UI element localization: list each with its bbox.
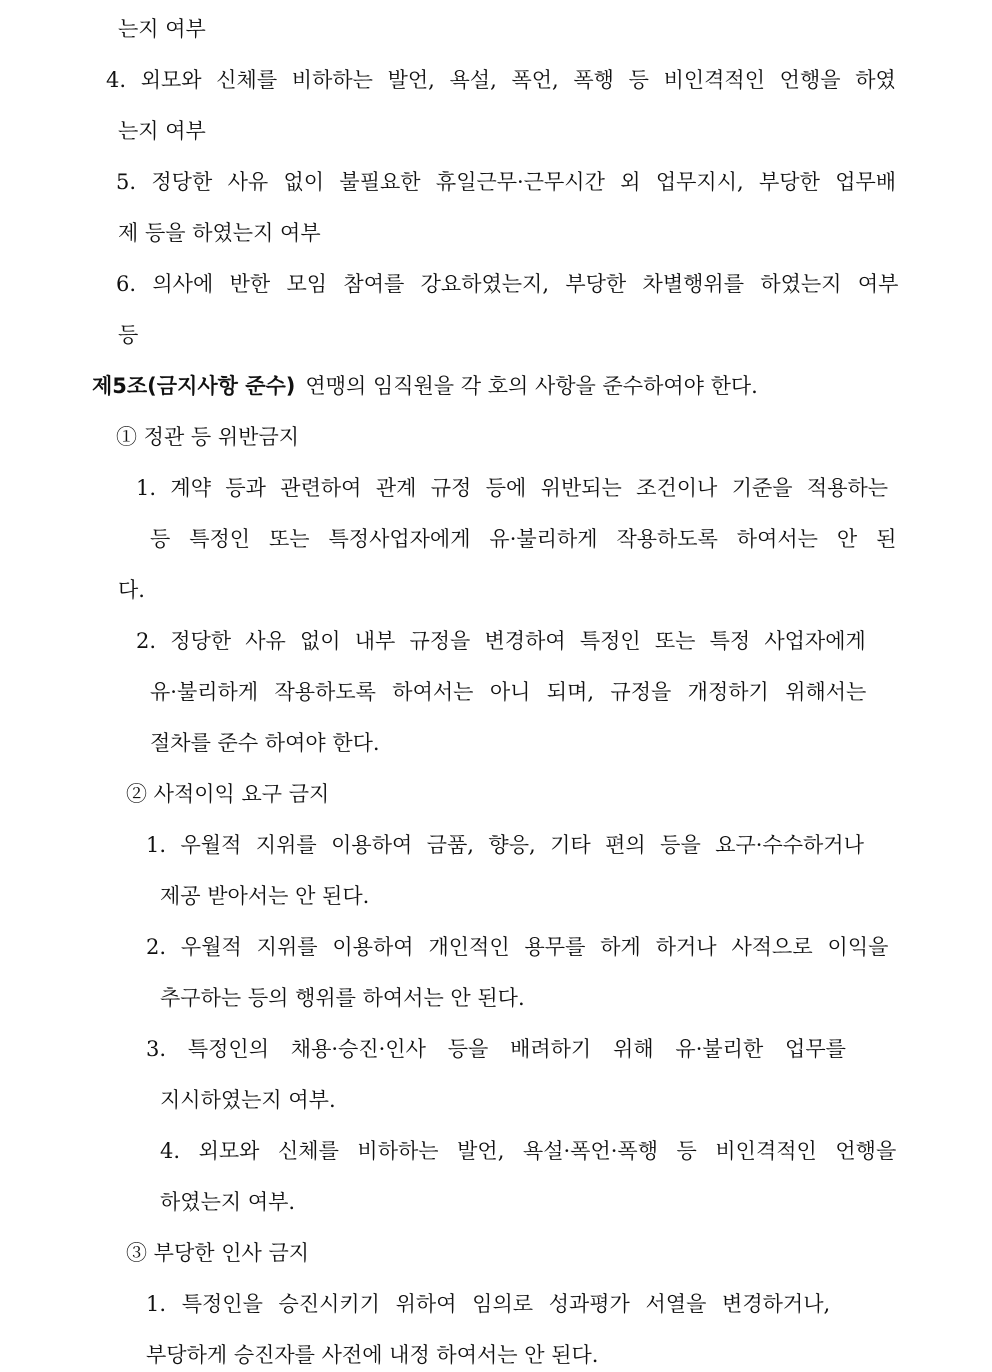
text-line: 하였는지 여부. bbox=[160, 1190, 296, 1214]
text-line: 제공 받아서는 안 된다. bbox=[160, 884, 370, 908]
text-line: 는지 여부 bbox=[118, 17, 206, 41]
section-heading-2: ② 사적이익 요구 금지 bbox=[126, 782, 330, 806]
text-line: 2. 정당한 사유 없이 내부 규정을 변경하여 특정인 또는 특정 사업자에게 bbox=[136, 629, 866, 653]
text-line: 제 등을 하였는지 여부 bbox=[118, 221, 321, 245]
text-line: 등 특정인 또는 특정사업자에게 유·불리하게 작용하도록 하여서는 안 된 bbox=[150, 527, 897, 551]
section-heading-3: ③ 부당한 인사 금지 bbox=[126, 1241, 310, 1265]
text-line: 5. 정당한 사유 없이 불필요한 휴일근무·근무시간 외 업무지시, 부당한 업무배 bbox=[116, 170, 897, 194]
text-line: 4. 외모와 신체를 비하하는 발언, 욕설·폭언·폭행 등 비인격적인 언행을 bbox=[160, 1139, 897, 1163]
section-heading-1: ① 정관 등 위반금지 bbox=[116, 425, 300, 449]
article-title: 제5조(금지사항 준수) bbox=[92, 374, 296, 398]
text-line: 유·불리하게 작용하도록 하여서는 아니 되며, 규정을 개정하기 위해서는 bbox=[150, 680, 867, 704]
text-line: 1. 계약 등과 관련하여 관계 규정 등에 위반되는 조건이나 기준을 적용하는 bbox=[136, 476, 889, 500]
article-5-line bbox=[92, 371, 758, 401]
text-line: 는지 여부 bbox=[118, 119, 206, 143]
text-line: 1. 우월적 지위를 이용하여 금품, 향응, 기타 편의 등을 요구·수수하거나 bbox=[146, 833, 864, 857]
text-line: 절차를 준수 하여야 한다. bbox=[150, 731, 380, 755]
text-line: 4. 외모와 신체를 비하하는 발언, 욕설, 폭언, 폭행 등 비인격적인 언행을 하였 bbox=[106, 68, 896, 92]
text-line: 지시하였는지 여부. bbox=[160, 1088, 336, 1112]
text-line: 부당하게 승진자를 사전에 내정 하여서는 안 된다. bbox=[146, 1343, 599, 1367]
article-intro: 연맹의 임직원을 각 호의 사항을 준수하여야 한다. bbox=[305, 374, 758, 398]
text-line: 1. 특정인을 승진시키기 위하여 임의로 성과평가 서열을 변경하거나, bbox=[146, 1292, 831, 1316]
text-line: 등 bbox=[118, 323, 139, 347]
text-line: 추구하는 등의 행위를 하여서는 안 된다. bbox=[160, 986, 525, 1010]
text-line: 다. bbox=[118, 578, 145, 602]
text-line: 6. 의사에 반한 모임 참여를 강요하였는지, 부당한 차별행위를 하였는지 여부 bbox=[116, 272, 899, 296]
text-line: 3. 특정인의 채용·승진·인사 등을 배려하기 위해 유·불리한 업무를 bbox=[146, 1037, 846, 1061]
text-line: 2. 우월적 지위를 이용하여 개인적인 용무를 하게 하거나 사적으로 이익을 bbox=[146, 935, 889, 959]
